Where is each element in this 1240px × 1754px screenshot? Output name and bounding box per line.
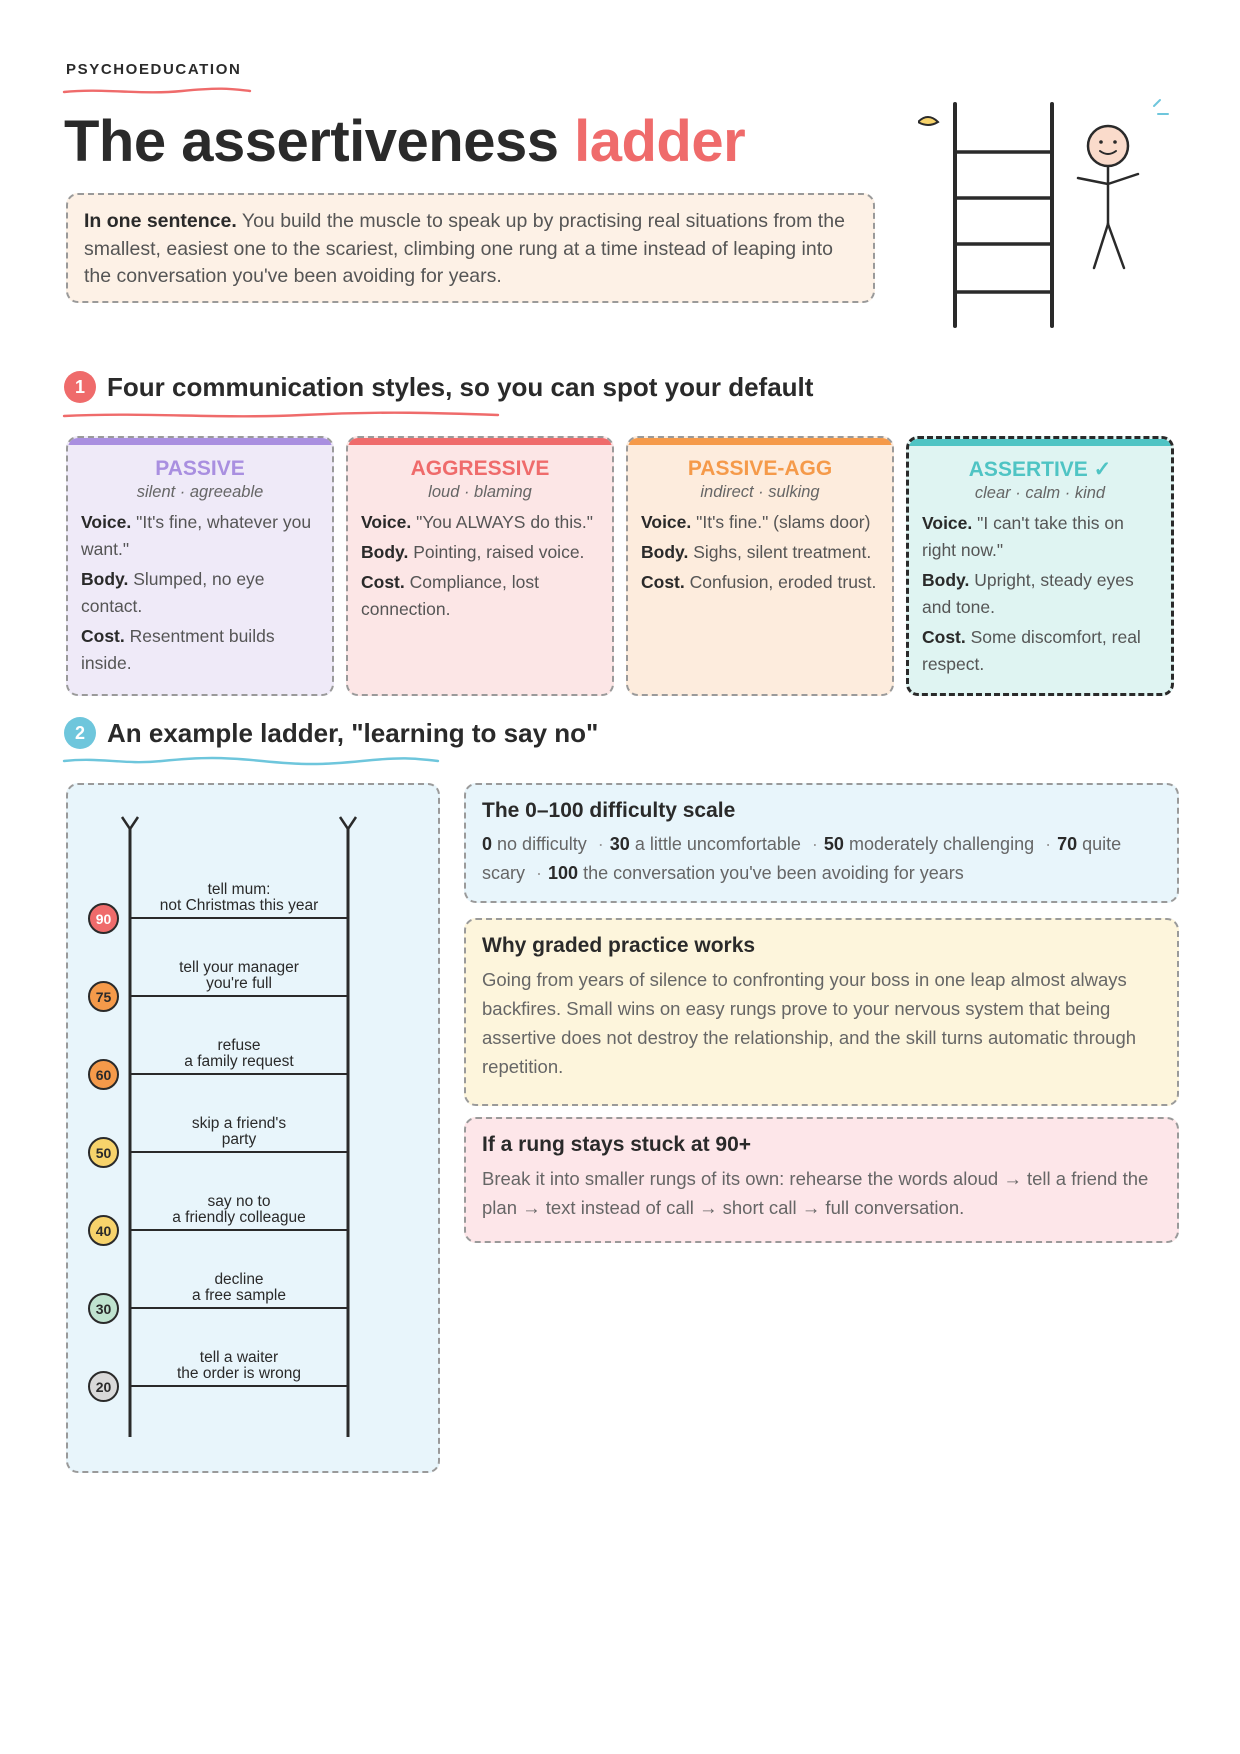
style-card-passive-agg [626,436,894,696]
rung-label: tell mum: not Christmas this year [159,881,319,914]
why-box [464,918,1179,1106]
stuck-title: If a rung stays stuck at 90+ [482,1133,752,1156]
rung-label: tell a waiter the order is wrong [176,1349,302,1382]
summary-text: You build the muscle to speak up by practising real situations from the smallest, easiest one to the scariest, climbing one rung at a time instead of leaping into the conversation you've been avoiding for years. [84,210,845,287]
card-topbar [66,436,334,445]
scale-item: 70 quite scary [482,834,1122,883]
page-title [64,108,745,175]
section-1-underline [62,410,502,420]
scale-title: The 0–100 difficulty scale [482,799,736,822]
card-subtitle: clear · calm · kind [974,484,1106,502]
kicker-underline [62,86,252,96]
card-cost: Cost. Some discomfort, real respect. [922,627,1141,674]
separator-dot: · [597,834,604,854]
card-name: AGGRESSIVE [410,457,550,480]
card-name: PASSIVE [155,457,245,480]
card-topbar [346,436,614,445]
rung-label: skip a friend's party [191,1115,287,1148]
scale-legend [482,830,1161,888]
section-1-heading [64,371,813,403]
card-cost: Cost. Confusion, eroded trust. [641,572,877,592]
example-ladder [66,783,440,1473]
separator-dot: · [536,863,543,883]
card-voice: Voice. "You ALWAYS do this." [361,512,593,532]
summary-box [66,193,875,303]
card-subtitle: indirect · sulking [700,483,820,501]
card-voice: Voice. "It's fine." (slams door) [641,512,871,532]
difficulty-score-badge: 60 [88,1059,119,1090]
scale-item: 100 the conversation you've been avoiding for years [548,863,964,883]
card-voice: Voice. "It's fine, whatever you want." [81,512,312,559]
why-text: Going from years of silence to confronting your boss in one leap almost always backfires. Small wins on easy rungs prove to your nervous system that being assertive does not destroy the relationship, and the skill turns automatic through repetition. [482,969,1137,1077]
card-body: Body. Sighs, silent treatment. [641,542,872,562]
style-card-aggressive [346,436,614,696]
why-title: Why graded practice works [482,934,756,957]
style-card-passive [66,436,334,696]
scale-box [464,783,1179,903]
section-2-number: 2 [64,717,96,749]
rung-label: tell your manager you're full [179,959,299,992]
card-topbar [626,436,894,445]
scale-item: 30 a little uncomfortable [609,834,801,854]
separator-dot: · [811,834,818,854]
card-cost: Cost. Resentment builds inside. [81,626,275,673]
card-voice: Voice. "I can't take this on right now." [922,513,1124,560]
kicker: PSYCHOEDUCATION [66,61,242,78]
style-card-assertive [906,436,1174,696]
card-body: Body. Pointing, raised voice. [361,542,585,562]
stuck-text: Break it into smaller rungs of its own: rehearse the words aloud → tell a friend the plan → text instead of call → short call → full conversation. [482,1168,1149,1218]
separator-dot: · [1045,834,1052,854]
section-2-underline [62,756,442,766]
card-body: Body. Upright, steady eyes and tone. [922,570,1134,617]
difficulty-score-badge: 30 [88,1293,119,1324]
card-subtitle: silent · agreeable [136,483,264,501]
scale-item: 50 moderately challenging [823,834,1035,854]
card-name: PASSIVE-AGG [687,457,833,480]
stuck-box [464,1117,1179,1243]
section-2-heading [64,717,598,749]
card-cost: Cost. Compliance, lost connection. [361,572,539,619]
difficulty-score-badge: 20 [88,1371,119,1402]
card-subtitle: loud · blaming [428,483,532,501]
title-accent: ladder [574,109,746,174]
scale-item: 0 no difficulty [482,834,587,854]
difficulty-score-badge: 75 [88,981,119,1012]
rung-label: refuse a family request [184,1037,294,1070]
section-2-title: An example ladder, "learning to say no" [107,717,599,748]
section-1-title: Four communication styles, so you can spot your default [107,371,814,402]
rung-label: say no to a friendly colleague [172,1193,306,1226]
card-body: Body. Slumped, no eye contact. [81,569,265,616]
difficulty-score-badge: 90 [88,903,119,934]
difficulty-score-badge: 40 [88,1215,119,1246]
section-1-number: 1 [64,371,96,403]
difficulty-score-badge: 50 [88,1137,119,1168]
card-name: ASSERTIVE ✓ [968,458,1112,481]
card-topbar [907,437,1173,446]
ladder-with-stick-figure-icon [918,96,1178,336]
summary-lead: In one sentence. [84,210,237,232]
title-main: The assertiveness [64,109,559,174]
rung-label: decline a free sample [192,1271,286,1304]
